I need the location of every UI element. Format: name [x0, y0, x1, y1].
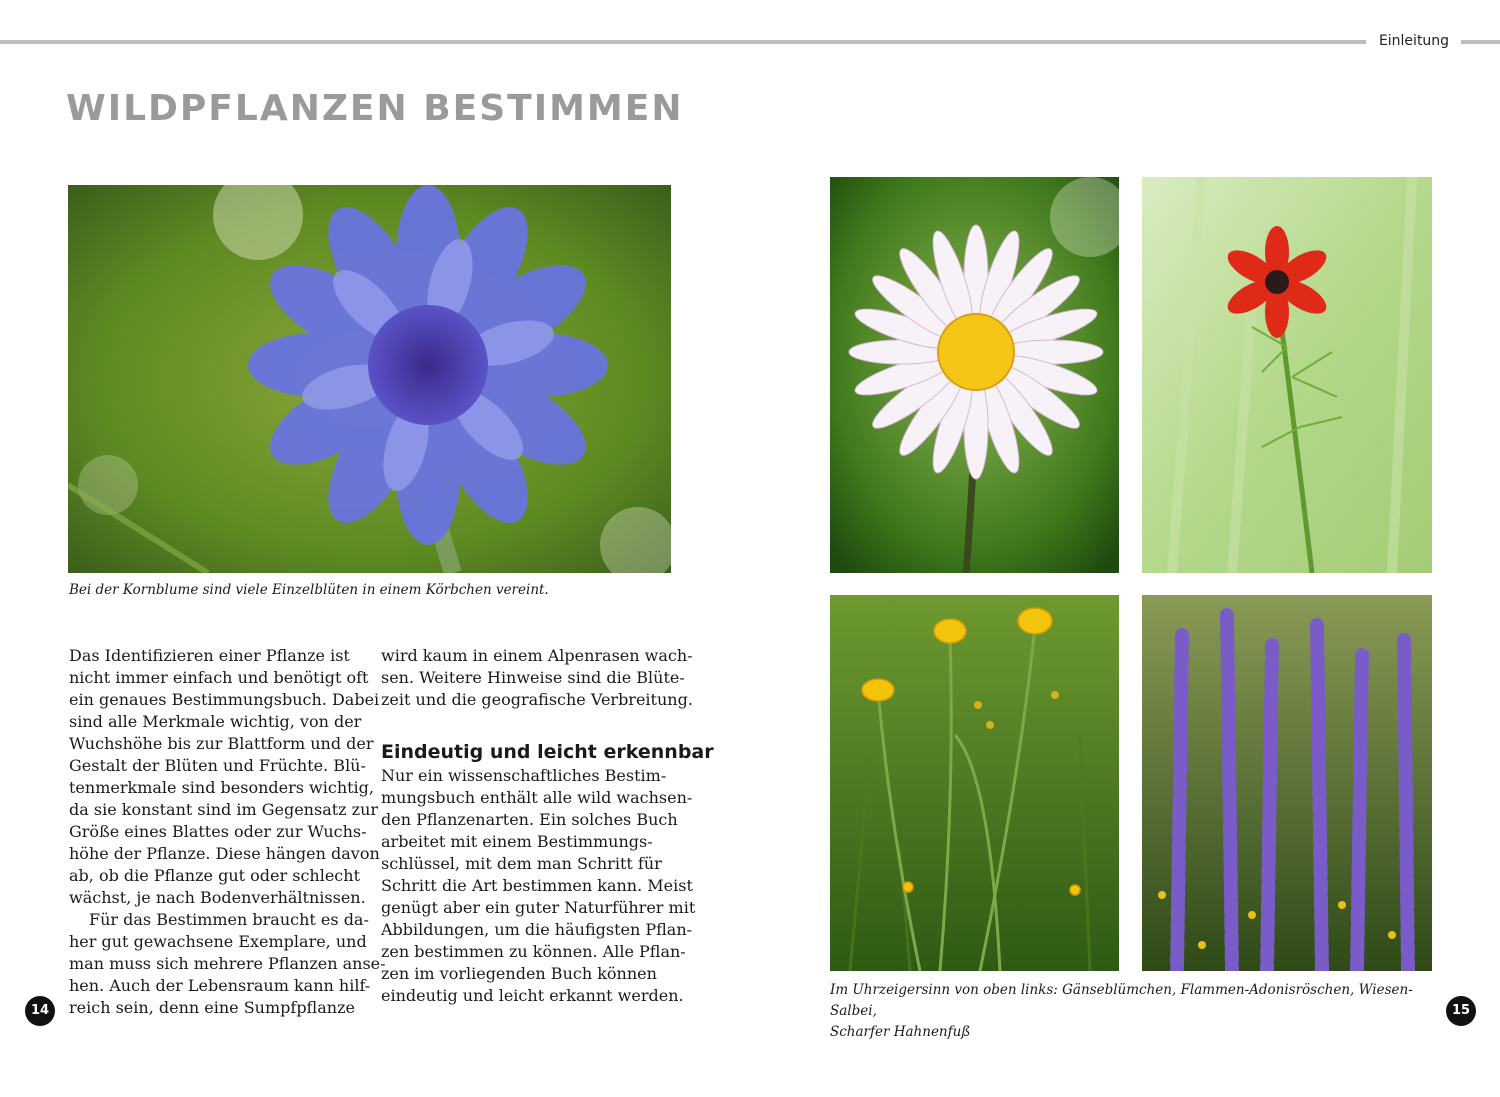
body-line: Nur ein wissenschaftliches Bestim- [381, 766, 667, 785]
body-line: Für das Bestimmen braucht es da- [89, 910, 369, 929]
caption-line: Im Uhrzeigersinn von oben links: Gänseblümchen, Flammen-Adonisröschen, Wiesen-Salbei, [830, 982, 1413, 1019]
body-line: den Pflanzenarten. Ein solches Buch [381, 810, 678, 829]
meadow-sage-photo [1142, 595, 1432, 971]
header-rule-right [1461, 40, 1500, 44]
body-line: man muss sich mehrere Pflanzen anse- [69, 954, 386, 973]
cornflower-caption: Bei der Kornblume sind viele Einzelblüten in einem Körbchen vereint. [69, 582, 549, 598]
cornflower-photo [68, 185, 671, 573]
daisy-photo [830, 177, 1119, 573]
adonis-photo [1142, 177, 1432, 573]
page-number-right: 15 [1446, 996, 1476, 1026]
body-line: Das Identifizieren einer Pflanze ist [69, 646, 350, 665]
section-label: Einleitung [1378, 33, 1450, 49]
body-line: zeit und die geografische Verbreitung. [381, 690, 693, 709]
body-line: Gestalt der Blüten und Früchte. Blü- [69, 756, 366, 775]
body-line: sen. Weitere Hinweise sind die Blüte- [381, 668, 685, 687]
body-column-left [69, 645, 386, 1019]
body-line: tenmerkmale sind besonders wichtig, [69, 778, 374, 797]
buttercup-photo [830, 595, 1119, 971]
body-line: genügt aber ein guter Naturführer mit [381, 898, 696, 917]
body-line: nicht immer einfach und benötigt oft [69, 668, 369, 687]
body-line: höhe der Pflanze. Diese hängen davon [69, 844, 380, 863]
page-title: WILDPFLANZEN BESTIMMEN [66, 88, 684, 129]
body-line: ein genaues Bestimmungsbuch. Dabei [69, 690, 380, 709]
body-line: arbeitet mit einem Bestimmungs- [381, 832, 653, 851]
body-line: schlüssel, mit dem man Schritt für [381, 854, 662, 873]
body-line: her gut gewachsene Exemplare, und [69, 932, 367, 951]
body-line: mungsbuch enthält alle wild wachsen- [381, 788, 693, 807]
body-line: ab, ob die Pflanze gut oder schlecht [69, 866, 360, 885]
body-line: Abbildungen, um die häufigsten Pflan- [381, 920, 693, 939]
body-line: Schritt die Art bestimmen kann. Meist [381, 876, 693, 895]
body-line: zen im vorliegenden Buch können [381, 964, 657, 983]
body-line: eindeutig und leicht erkannt werden. [381, 986, 684, 1005]
section-subheading: Eindeutig und leicht erkennbar [381, 741, 714, 763]
body-line: sind alle Merkmale wichtig, von der [69, 712, 362, 731]
body-line: da sie konstant sind im Gegensatz zur [69, 800, 379, 819]
photo-grid-caption [830, 980, 1435, 1043]
body-line: wächst, je nach Bodenverhältnissen. [69, 888, 366, 907]
body-line: wird kaum in einem Alpenrasen wach- [381, 646, 693, 665]
body-line: zen bestimmen zu können. Alle Pflan- [381, 942, 686, 961]
caption-line: Scharfer Hahnenfuß [830, 1024, 971, 1040]
body-line: reich sein, denn eine Sumpfpflanze [69, 998, 355, 1017]
header-rule-left [0, 40, 1366, 44]
body-line: Wuchshöhe bis zur Blattform und der [69, 734, 374, 753]
body-line: hen. Auch der Lebensraum kann hilf- [69, 976, 371, 995]
body-line: Größe eines Blattes oder zur Wuchs- [69, 822, 367, 841]
body-column-right [381, 645, 714, 1007]
page-number-left: 14 [25, 996, 55, 1026]
